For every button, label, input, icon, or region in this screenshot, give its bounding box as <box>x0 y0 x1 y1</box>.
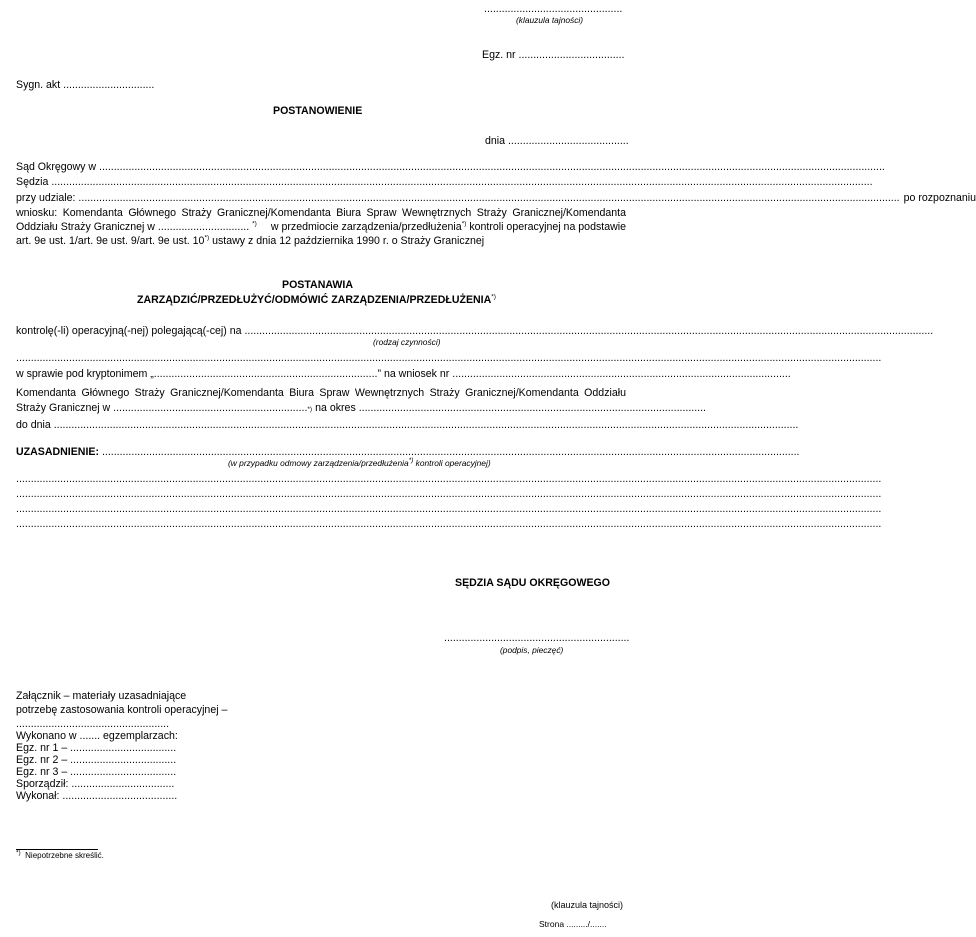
footnote-marker: *) <box>461 220 467 228</box>
commander-line-2-b: na okres <box>315 402 356 414</box>
control-dots: .......................................................................................................................................................................................................................................... <box>241 325 934 337</box>
case-request-dots: ................................................................................................................... <box>449 368 791 380</box>
date-line <box>485 135 629 148</box>
footer-page: Strona ........./....... <box>539 919 607 929</box>
justification-dots-1: ...................................................................................................................................................................................................................................................................................................... <box>16 473 882 485</box>
judge-signature-hint: (podpis, pieczęć) <box>500 645 564 655</box>
justification-hint-a: (w przypadku odmowy zarządzenia/przedłużenia <box>228 458 409 468</box>
attachment-line-3: .................................................... <box>16 718 170 730</box>
copies-made: Wykonano w ....... egzemplarzach: <box>16 730 178 742</box>
date-dots: ......................................... <box>507 135 629 147</box>
until-label: do dnia <box>16 419 51 431</box>
court-dots: ........................................................................................................................................................................................................................................................................... <box>96 161 885 173</box>
prepared-by: Sporządził: ................................... <box>16 778 175 790</box>
clause-dots-top: ............................................... <box>484 3 623 15</box>
copy-dots: .................................... <box>518 49 625 61</box>
request-line-2-b: w przedmiocie zarządzenia/przedłużenia <box>270 221 462 233</box>
footnote-marker: *) <box>16 849 21 857</box>
footnote-text: Niepotrzebne skreślić. <box>25 851 104 860</box>
footer-clause: (klauzula tajności) <box>551 900 624 910</box>
court-line <box>16 161 885 174</box>
decision-subheading-text: ZARZĄDZIĆ/PRZEDŁUŻYĆ/ODMÓWIĆ ZARZĄDZENIA/PRZEDŁUŻENIA <box>137 294 492 306</box>
commander-line-2: Straży Granicznej w .................................................................. *) na okres ...................................................................................................................... <box>16 402 707 414</box>
decision-subheading <box>137 294 496 307</box>
judge-dots: ....................................................................................................................................................................................................................................................................................... <box>48 176 873 188</box>
attachment-line-2: potrzebę zastosowania kontroli operacyjnej – <box>16 704 228 716</box>
case-label: w sprawie pod kryptonimem „ <box>16 368 154 380</box>
case-line <box>16 368 791 381</box>
case-mid: ” na wniosek nr <box>377 368 450 380</box>
period-dots: ...................................................................................................................... <box>355 402 707 414</box>
until-dots: ............................................................................................................................................................................................................................................................. <box>50 419 799 431</box>
justification-dots: ............................................................................................................................................................................................................................................. <box>99 446 800 458</box>
document-title: POSTANOWIENIE <box>273 105 363 117</box>
executed-by: Wykonał: ....................................... <box>16 790 178 802</box>
footnote-marker: *) <box>204 234 210 242</box>
request-line-3-a: art. 9e ust. 1/art. 9e ust. 9/art. 9e ust. 10 <box>16 235 205 247</box>
clause-label-top: (klauzula tajności) <box>516 15 584 25</box>
decision-heading: POSTANAWIA <box>282 279 354 291</box>
request-line-2 <box>16 221 626 234</box>
justification-hint <box>228 457 491 470</box>
participation-line <box>16 192 976 205</box>
commander-line-1: Komendanta Głównego Straży Granicznej/Komendanta Biura Spraw Wewnętrznych Straży Granicznej/Komendanta Oddziału <box>16 387 626 399</box>
copy-1: Egz. nr 1 – .................................... <box>16 742 177 754</box>
control-hint: (rodzaj czynności) <box>373 337 441 347</box>
request-line-3-b: ustawy z dnia 12 października 1990 r. o Straży Granicznej <box>212 235 485 247</box>
date-label: dnia <box>485 135 506 147</box>
copy-label: Egz. nr <box>482 49 516 61</box>
request-line-3 <box>16 235 484 248</box>
court-label: Sąd Okręgowy w <box>16 161 97 173</box>
justification-dots-3: ...................................................................................................................................................................................................................................................................................................... <box>16 503 882 515</box>
justification-dots-4: ...................................................................................................................................................................................................................................................................................................... <box>16 518 882 530</box>
case-dots: ............................................................................ <box>153 368 378 380</box>
request-line-2-c: kontroli operacyjnej na podstawie <box>469 221 626 233</box>
copy-number <box>482 49 624 62</box>
judge-line <box>16 176 873 189</box>
justification-label: UZASADNIENIE: <box>16 446 99 458</box>
commander-dots: .................................................................. <box>110 402 308 414</box>
commander-line-2-a: Straży Granicznej w <box>16 402 111 414</box>
judge-label: Sędzia <box>16 176 49 188</box>
footnote <box>16 851 104 860</box>
participation-label: przy udziale: <box>16 192 76 204</box>
copy-2: Egz. nr 2 – .................................... <box>16 754 177 766</box>
attachment-line-1: Załącznik – materiały uzasadniające <box>16 690 187 702</box>
justification-hint-b: kontroli operacyjnej) <box>415 458 491 468</box>
control-continuation-dots: ...................................................................................................................................................................................................................................................................................................... <box>16 352 882 364</box>
footnote-marker: *) <box>252 220 257 228</box>
judge-signature-dots: ............................................................... <box>444 632 630 644</box>
participation-dots: ....................................................................................................................................................................................................................................................................................... <box>75 192 900 204</box>
copy-3: Egz. nr 3 – .................................... <box>16 766 177 778</box>
case-signature <box>16 79 154 92</box>
after-label: po rozpoznaniu <box>903 192 976 204</box>
request-line-1: wniosku: Komendanta Głównego Straży Granicznej/Komendanta Biura Spraw Wewnętrznych Straży Granicznej/Komendanta <box>16 207 626 219</box>
footnote-marker: *) <box>408 457 414 465</box>
signature-dots: ............................... <box>63 79 155 91</box>
signature-label: Sygn. akt <box>16 79 61 91</box>
until-line <box>16 419 799 432</box>
footnote-divider <box>16 849 98 850</box>
request-line-2-dots: ............................... <box>157 221 250 233</box>
footnote-marker: *) <box>491 293 496 301</box>
control-label: kontrolę(-li) operacyjną(-nej) polegającą(-cej) na <box>16 325 242 337</box>
justification-dots-2: ...................................................................................................................................................................................................................................................................................................... <box>16 488 882 500</box>
judge-signature-title: SĘDZIA SĄDU OKRĘGOWEGO <box>455 577 610 589</box>
control-line <box>16 325 934 338</box>
request-line-2-a: Oddziału Straży Granicznej w <box>16 221 155 233</box>
